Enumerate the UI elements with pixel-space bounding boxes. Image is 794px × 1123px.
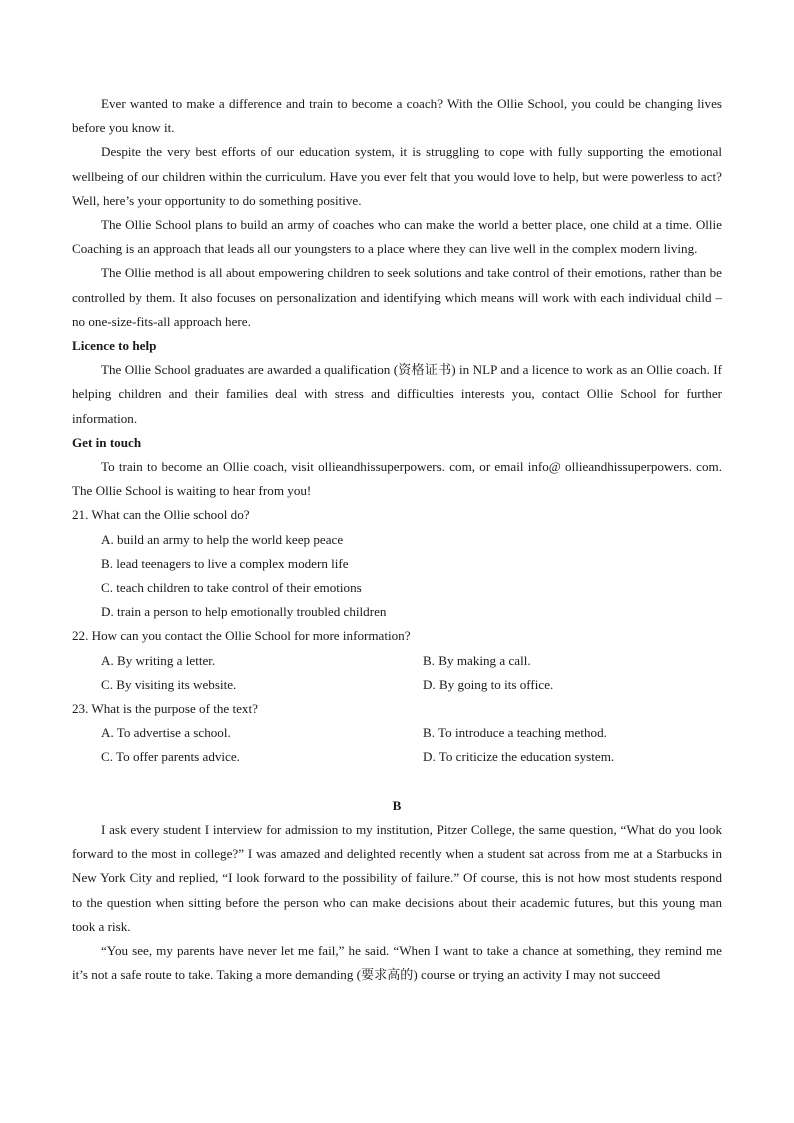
contact-heading: Get in touch [72,434,142,450]
passage-b-paragraph-1: I ask every student I interview for admission to my institution, Pitzer College, the same question, “What do you look forward to the most in college?” I was amazed and delighted recently when a student sat across from me at a Starbucks in New York City and replied, “I look forward to the possibility of failure.” Of course, this is not how most students respond to the question when sitting before the person who can make decisions about their academic futures, but this young man took a risk. [72,821,722,934]
question-21-option-c: C. teach children to take control of their emotions [101,580,362,596]
exam-page [72,92,722,987]
question-23-option-d: D. To criticize the education system. [423,749,615,765]
question-22-option-b: B. By making a call. [423,652,531,668]
passage-a-paragraph-2: Despite the very best efforts of our education system, it is struggling to cope with fully supporting the emotional wellbeing of our children within the curriculum. Have you ever felt that you would love to help, but were powerless to act? Well, here’s your opportunity to do something positive. [72,144,722,208]
question-21-option-d: D. train a person to help emotionally troubled children [101,604,387,620]
question-23-options-row-2 [72,745,722,769]
question-23-stem: 23. What is the purpose of the text? [72,701,258,717]
contact-paragraph: To train to become an Ollie coach, visit ollieandhissuperpowers. com, or email info@ ollieandhissuperpowers. com. The Ollie School is waiting to hear from you! [72,459,722,499]
passage-a-paragraph-4: The Ollie method is all about empowering children to seek solutions and take control of their emotions, rather than be controlled by them. It also focuses on personalization and identifying which means will work with each individual child – no one-size-fits-all approach here. [72,265,722,329]
question-22-option-d: D. By going to its office. [423,676,554,692]
question-23-option-c: C. To offer parents advice. [101,749,240,765]
question-22-options-row-1 [72,649,722,673]
question-22-stem: 22. How can you contact the Ollie School for more information? [72,628,411,644]
question-23-option-b: B. To introduce a teaching method. [423,725,607,741]
passage-a-paragraph-1: Ever wanted to make a difference and train to become a coach? With the Ollie School, you could be changing lives before you know it. [72,96,722,136]
licence-heading: Licence to help [72,338,157,354]
question-21-option-b: B. lead teenagers to live a complex modern life [101,555,349,571]
question-23-option-a: A. To advertise a school. [101,725,231,741]
question-21-option-a: A. build an army to help the world keep peace [101,531,344,547]
question-23-options-row-1 [72,721,722,745]
passage-a-paragraph-3: The Ollie School plans to build an army of coaches who can make the world a better place, one child at a time. Ollie Coaching is an approach that leads all our youngsters to a place where they can live well in the complex modern living. [72,217,722,257]
passage-b-paragraph-2: “You see, my parents have never let me fail,” he said. “When I want to take a chance at something, they remind me it’s not a safe route to take. Taking a more demanding (要求高的) course or trying an activity I may not succeed [72,942,722,983]
question-22-options-row-2 [72,673,722,697]
passage-b-title: B [392,797,402,813]
question-22-option-c: C. By visiting its website. [101,676,237,692]
licence-paragraph: The Ollie School graduates are awarded a qualification (资格证书) in NLP and a licence to work as an Ollie coach. If helping children and their families deal with stress and difficulties interests you, contact Ollie School for further information. [72,362,722,426]
question-22-option-a: A. By writing a letter. [101,652,216,668]
question-21-stem: 21. What can the Ollie school do? [72,507,250,523]
